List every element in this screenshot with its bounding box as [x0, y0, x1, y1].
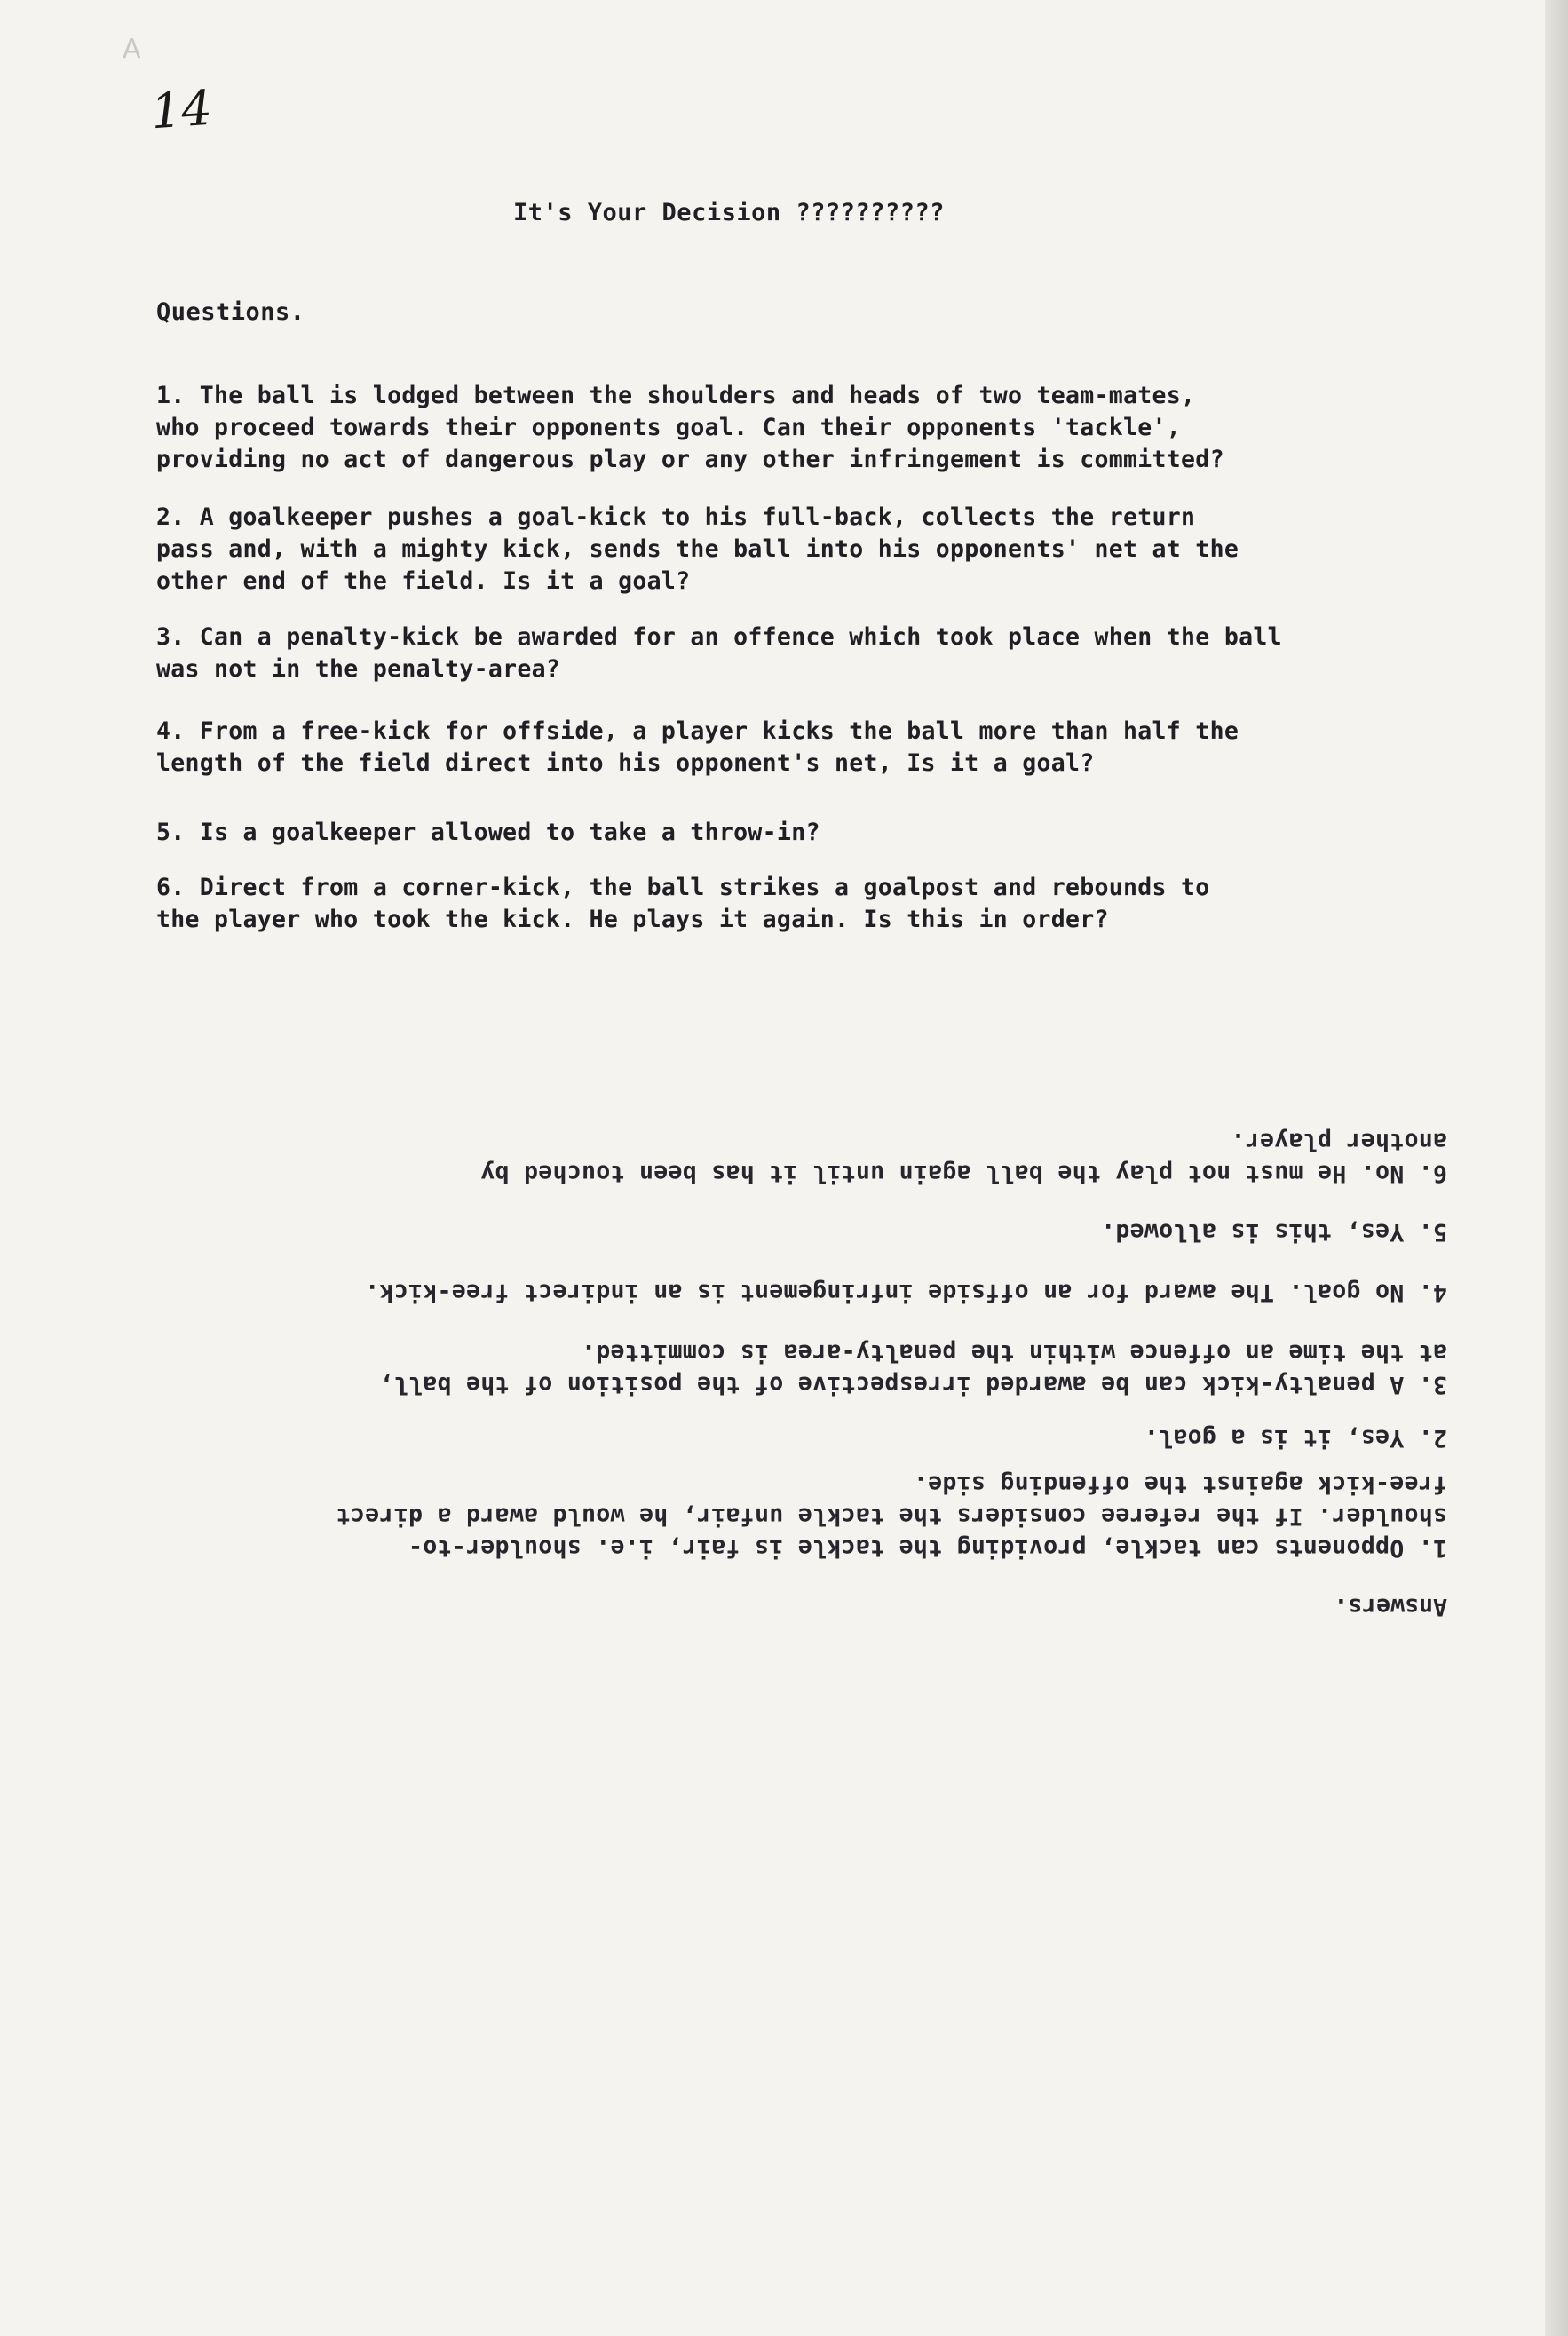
answer-4: 4. No goal. The award for an offside infringement is an indirect free-kick. — [364, 1279, 1447, 1306]
question-3: 3. Can a penalty-kick be awarded for an offence which took place when the ball was not in the penalty-area? — [156, 623, 1282, 683]
page-title: It's Your Decision ?????????? — [513, 199, 945, 226]
answer-2: 2. Yes, it is a goal. — [1144, 1424, 1447, 1452]
question-5: 5. Is a goalkeeper allowed to take a throw-in? — [156, 819, 820, 846]
answers-section-upside-down — [151, 1070, 1447, 1620]
page-edge — [1545, 0, 1568, 2336]
questions-heading: Questions. — [156, 298, 305, 326]
handwritten-page-number: 14 — [148, 79, 214, 140]
answer-6: 6. No. He must not play the ball again until it has been touched by another player. — [479, 1128, 1447, 1187]
question-6: 6. Direct from a corner-kick, the ball strikes a goalpost and rebounds to the player who took the kick. He plays it again. Is this in order? — [156, 874, 1210, 933]
question-2: 2. A goalkeeper pushes a goal-kick to his full-back, collects the return pass and, with a mighty kick, sends the ball into his opponents' net at the other end of the field. Is it a goal? — [156, 503, 1239, 595]
answer-1: 1. Opponents can tackle, providing the tackle is fair, i.e. shoulder-to- shoulder. If the referee considers the tackle unfair, he would award a direct free-kick against the offending side. — [336, 1470, 1447, 1562]
answer-5: 5. Yes, this is allowed. — [1100, 1218, 1447, 1246]
question-4: 4. From a free-kick for offside, a player kicks the ball more than half the length of the field direct into his opponent's net, Is it a goal? — [156, 717, 1239, 777]
question-1: 1. The ball is lodged between the shoulders and heads of two team-mates, who proceed towards their opponents goal. Can their opponents 'tackle', providing no act of dangerous play or any other infringement is committed? — [156, 382, 1224, 473]
pencil-annotation: A — [123, 34, 141, 65]
answers-heading: Answers. — [1334, 1593, 1447, 1620]
answer-3: 3. A penalty-kick can be awarded irrespective of the position of the ball, at the time an offence within the penalty-area is committed. — [379, 1339, 1447, 1398]
